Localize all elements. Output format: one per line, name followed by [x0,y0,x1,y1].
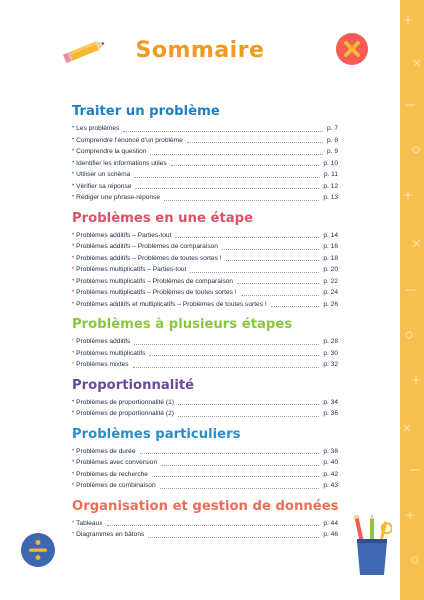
entry-label: Problèmes multiplicatifs [76,349,146,357]
dot-leader [178,404,319,405]
toc-entry [72,146,338,158]
page-number: p. 24 [323,289,338,296]
doodle-pattern [400,0,424,600]
toc-entry [72,135,338,147]
page-number: p. 38 [323,447,338,455]
page-number: p. 13 [323,194,338,201]
toc-entry [72,469,338,481]
page-number: p. 12 [323,182,338,190]
section-title: Problèmes à plusieurs étapes [72,317,293,332]
entry-label: Problèmes additifs [76,338,131,345]
bullet-icon: • [72,531,75,537]
toc-entry [72,253,338,265]
entry-label: Problèmes de recherche [76,470,148,478]
bullet-icon: • [72,159,75,166]
dot-leader [175,237,319,238]
dot-leader [187,142,323,143]
toc-entry [72,446,338,458]
bullet-icon: • [72,148,75,154]
bullet-icon: • [72,349,75,356]
page-number: p. 20 [323,266,338,273]
page-number: p. 46 [323,531,338,538]
section-title: Traiter un problème [72,104,220,119]
page-number: p. 9 [327,148,338,155]
bullet-icon: • [72,289,75,295]
page-number: p. 36 [323,410,338,417]
entry-label: Vérifier sa réponse [76,182,132,190]
bullet-icon: • [72,470,75,477]
bullet-icon: • [72,398,75,405]
dot-leader [171,165,320,166]
toc-entry [72,181,338,193]
dot-leader [271,306,320,307]
bullet-icon: • [72,410,75,416]
toc-entry [72,230,338,242]
bullet-icon: • [72,459,75,465]
toc-entry [72,276,338,288]
dot-leader [135,188,319,189]
dot-leader [140,453,320,454]
dot-leader [107,525,320,526]
entry-label: Utiliser un schéma [76,171,131,178]
dot-leader [190,272,319,273]
dot-leader [123,131,323,132]
entry-label: Problèmes mixtes [76,361,129,368]
entry-label: Problèmes de combinaison [76,482,156,489]
bullet-icon: • [72,482,75,488]
page-number: p. 8 [327,136,338,144]
toc-section [72,377,338,420]
bullet-icon: • [72,338,75,344]
toc-section [72,498,338,541]
entry-label: Identifier les informations utiles [76,159,167,167]
bullet-icon: • [72,231,75,238]
toc-entry [72,264,338,276]
pencil-cup-icon [352,515,392,582]
dot-leader [148,537,319,538]
bullet-icon: • [72,171,75,177]
bullet-icon: • [72,361,75,367]
entry-label: Problèmes multiplicatifs – Parties-tout [76,266,187,273]
entry-label: Problèmes de proportionnalité (1) [76,398,174,406]
entry-label: Problèmes additifs – Problèmes de toutes sortes ! [76,254,222,262]
page-number: p. 30 [323,349,338,357]
toc-entry [72,169,338,181]
table-of-contents [72,103,338,547]
entry-label: Problèmes de durée [76,447,136,455]
entry-label: Problèmes avec conversion [76,459,158,466]
entry-label: Tableaux [76,519,103,527]
toc-section [72,426,338,492]
section-title: Proportionnalité [72,377,195,393]
toc-section [72,316,338,371]
dot-leader [149,355,319,356]
toc-entry [72,518,338,530]
page-number: p. 44 [323,519,338,527]
toc-entry [72,348,338,360]
section-title: Organisation et gestion de données [72,498,339,514]
page-number: p. 18 [323,254,338,262]
entry-label: Problèmes additifs et multiplicatifs – Problèmes de toutes sortes ! [76,300,267,308]
entry-label: Problèmes multiplicatifs – Problèmes de comparaison [76,277,233,285]
page-number: p. 43 [323,482,338,489]
page-number: p. 14 [323,231,338,239]
page-number: p. 28 [323,338,338,345]
toc-entry [72,192,338,204]
entry-label: Diagrammes en bâtons [76,531,145,538]
bullet-icon: • [72,447,75,454]
page-number: p. 40 [323,459,338,466]
bullet-icon: • [72,254,75,261]
dot-leader [134,177,319,178]
entry-label: Problèmes de proportionnalité (2) [76,410,174,417]
page-number: p. 34 [323,398,338,406]
page-number: p. 16 [323,243,338,250]
dot-leader [164,200,319,201]
toc-entry [72,299,338,311]
toc-section [72,210,338,311]
entry-label: Problèmes additifs – Parties-tout [76,231,172,239]
bullet-icon: • [72,300,75,307]
toc-entry [72,123,338,135]
toc-section [72,103,338,204]
divide-icon [20,532,56,573]
page-number: p. 7 [327,125,338,132]
toc-entry [72,158,338,170]
page-title: Sommaire [135,38,265,63]
section-title: Problèmes particuliers [72,426,241,442]
decorative-side-strip [400,0,424,600]
toc-entry [72,529,338,541]
toc-entry [72,397,338,409]
bullet-icon: • [72,136,75,143]
section-title: Problèmes en une étape [72,210,254,226]
page-number: p. 22 [323,277,338,285]
bullet-icon: • [72,243,75,249]
dot-leader [133,367,320,368]
bullet-icon: • [72,277,75,284]
dot-leader [178,416,319,417]
page-number: p. 42 [323,470,338,478]
dot-leader [160,488,320,489]
bullet-icon: • [72,266,75,272]
dot-leader [226,260,320,261]
bullet-icon: • [72,125,75,131]
entry-label: Problèmes multiplicatifs – Problèmes de toutes sortes ! [76,289,237,296]
page-number: p. 26 [323,300,338,308]
page-number: p. 10 [323,159,338,167]
toc-entry [72,287,338,299]
bullet-icon: • [72,194,75,200]
entry-label: Problèmes additifs – Problèmes de comparaison [76,243,218,250]
dot-leader [237,283,319,284]
dot-leader [150,154,323,155]
entry-label: Comprendre l’énoncé d’un problème [76,136,183,144]
entry-label: Rédiger une phrase-réponse [76,194,161,201]
multiply-icon [335,32,369,71]
dot-leader [134,344,319,345]
entry-label: Les problèmes [76,125,120,132]
dot-leader [161,465,319,466]
toc-entry [72,457,338,469]
bullet-icon: • [72,519,75,526]
toc-entry [72,480,338,492]
toc-entry [72,336,338,348]
page-number: p. 32 [323,361,338,368]
dot-leader [222,249,319,250]
toc-entry [72,359,338,371]
bullet-icon: • [72,182,75,189]
toc-entry [72,408,338,420]
dot-leader [241,295,320,296]
page-number: p. 11 [323,171,338,178]
dot-leader [152,476,319,477]
entry-label: Comprendre la question [76,148,147,155]
toc-entry [72,241,338,253]
